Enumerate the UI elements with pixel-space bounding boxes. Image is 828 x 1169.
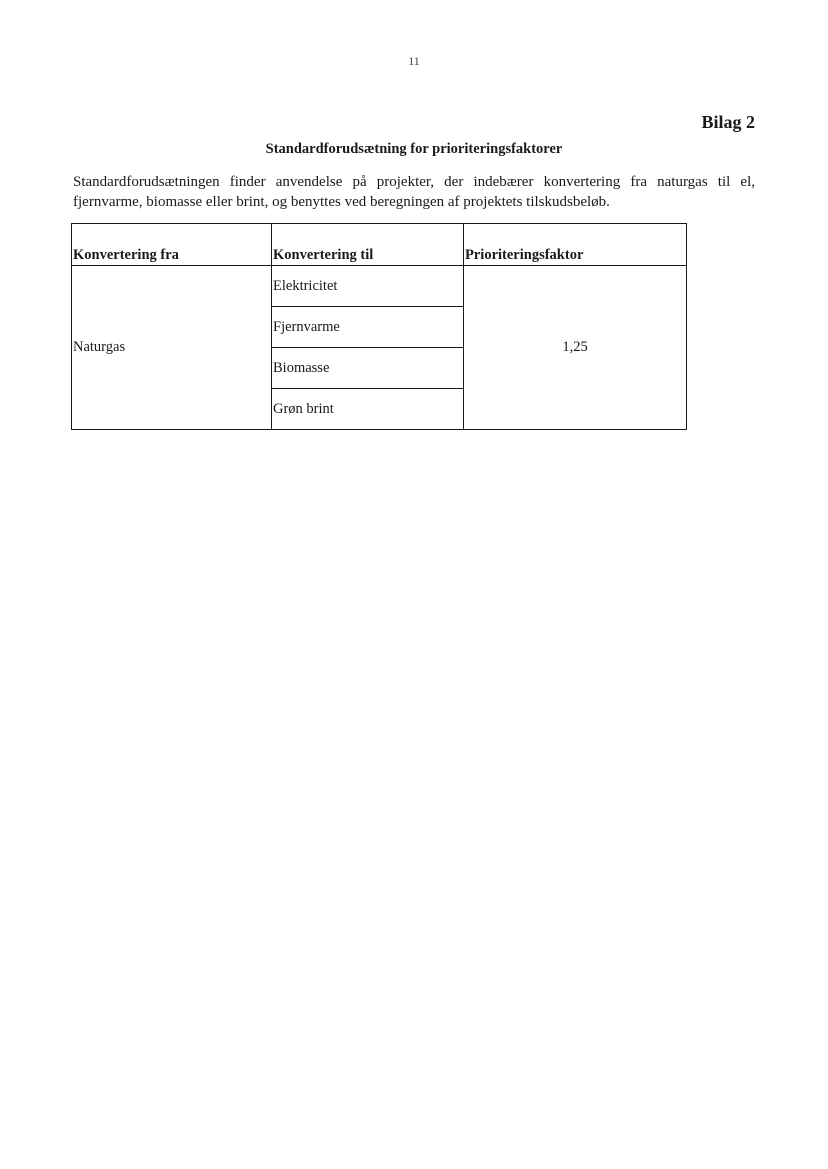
page-number: 11 (408, 54, 420, 68)
header-conversion-from: Konvertering fra (72, 224, 272, 266)
conversion-from-cell: Naturgas (72, 266, 272, 430)
priority-factor-cell: 1,25 (464, 266, 687, 430)
priority-factor-table (71, 223, 687, 430)
conversion-to-cell: Biomasse (272, 348, 464, 389)
header-conversion-to: Konvertering til (272, 224, 464, 266)
conversion-to-cell: Grøn brint (272, 389, 464, 430)
header-priority-factor: Prioriteringsfaktor (464, 224, 687, 266)
appendix-label: Bilag 2 (701, 112, 755, 132)
conversion-to-cell: Elektricitet (272, 266, 464, 307)
table-row (72, 266, 687, 307)
table-header-row (72, 224, 687, 266)
document-title: Standardforudsætning for prioriteringsfaktorer (265, 141, 563, 157)
intro-paragraph: Standardforudsætningen finder anvendelse på projekter, der indebærer konvertering fra naturgas til el, fjernvarme, biomasse eller brint, og benyttes ved beregningen af projektets tilskudsbeløb. (73, 174, 755, 210)
conversion-to-cell: Fjernvarme (272, 307, 464, 348)
